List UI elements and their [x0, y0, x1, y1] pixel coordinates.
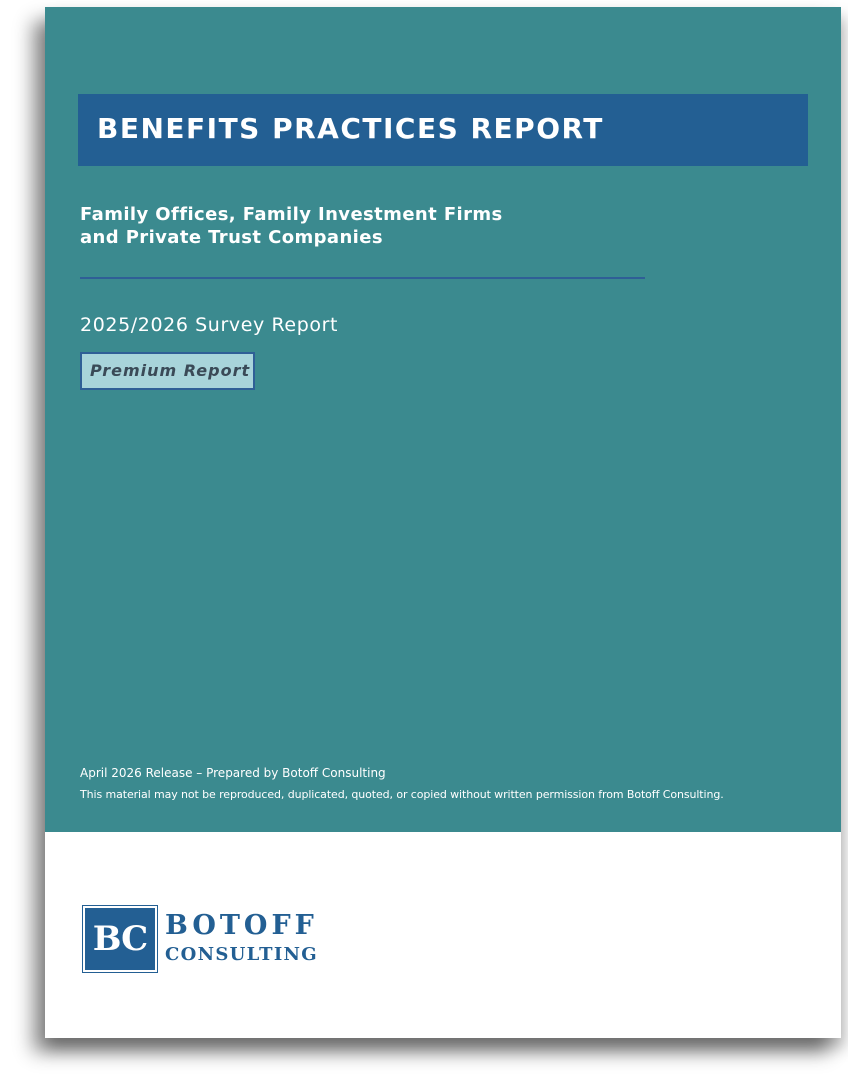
subtitle-line-2: and Private Trust Companies	[80, 227, 383, 248]
logo-wordmark-consulting: CONSULTING	[165, 944, 318, 965]
logo-wordmark-botoff: BOTOFF	[165, 910, 318, 941]
premium-report-badge: Premium Report	[80, 352, 255, 390]
release-line: April 2026 Release – Prepared by Botoff Consulting	[80, 766, 386, 780]
botoff-consulting-logo	[85, 908, 355, 970]
cover-teal-panel	[45, 7, 841, 832]
subtitle-line-1: Family Offices, Family Investment Firms	[80, 204, 503, 225]
survey-label: 2025/2026 Survey Report	[80, 314, 339, 336]
title-divider	[80, 277, 645, 279]
title-band	[78, 94, 808, 166]
copyright-notice: This material may not be reproduced, duplicated, quoted, or copied without written permission from Botoff Consulting.	[80, 788, 724, 801]
report-cover-page	[45, 7, 841, 1038]
report-subtitle	[80, 203, 680, 249]
report-title: BENEFITS PRACTICES REPORT	[97, 112, 604, 145]
bc-monogram-icon: BC	[85, 908, 155, 970]
